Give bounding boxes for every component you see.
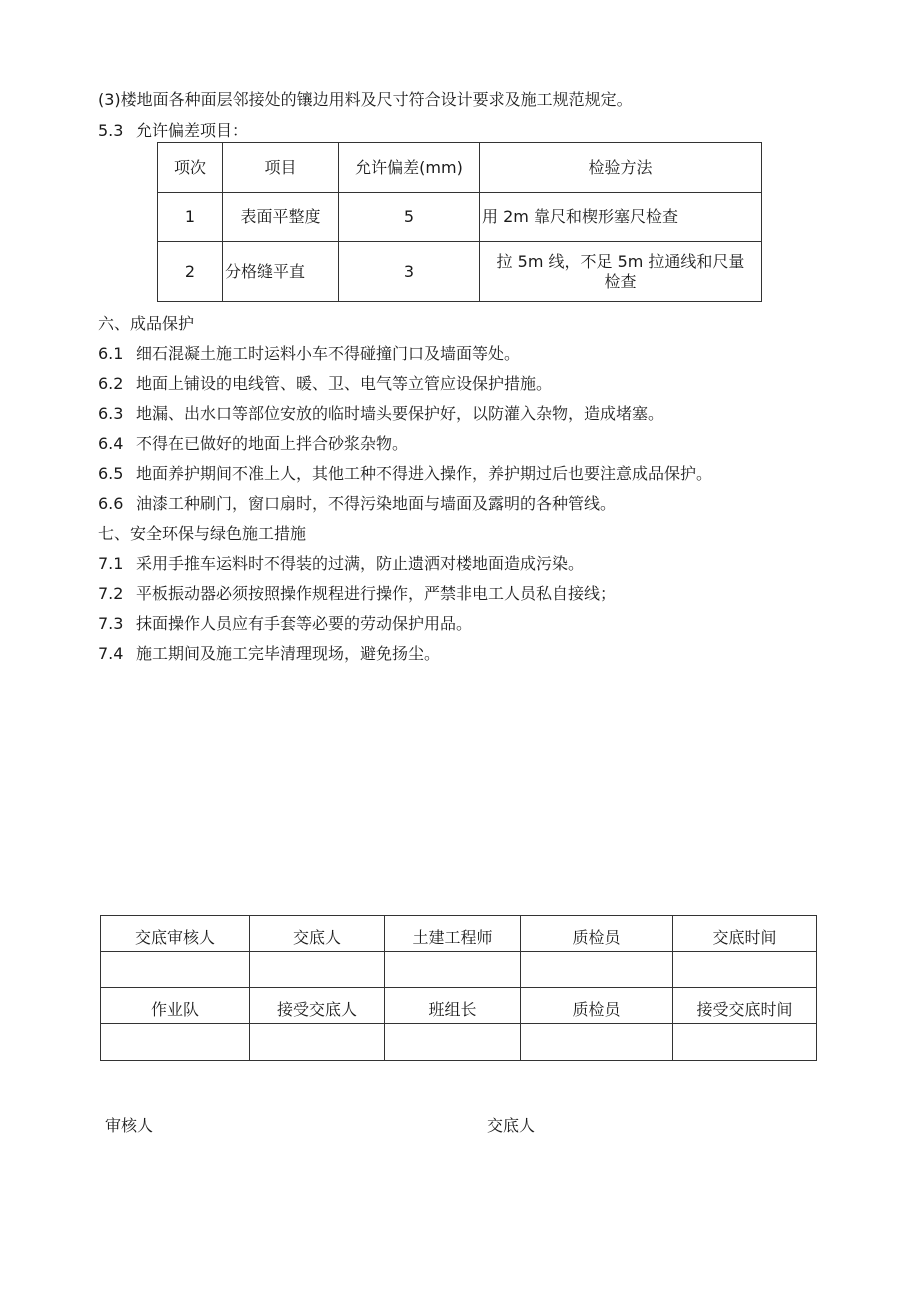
list-item — [98, 374, 552, 394]
item-number: 6.1 — [98, 344, 124, 363]
header-cell: 允许偏差(mm) — [339, 143, 480, 193]
list-item — [98, 614, 472, 634]
header-cell: 项次 — [158, 143, 223, 193]
table-cell: 分格缝平直 — [223, 242, 339, 302]
signoff-label: 交底人 — [250, 916, 385, 952]
table-cell — [480, 242, 762, 302]
list-item — [98, 644, 440, 664]
method-line: 拉 5m 线，不足 5m 拉通线和尺量 — [496, 251, 745, 271]
method-line: 检查 — [604, 271, 637, 291]
presenter-label: 交底人 — [487, 1116, 536, 1135]
list-item — [98, 344, 520, 364]
item-text: 抹面操作人员应有手套等必要的劳动保护用品。 — [136, 614, 473, 633]
signoff-blank-cell[interactable] — [385, 1024, 521, 1061]
signoff-label: 交底审核人 — [101, 916, 250, 952]
table-cell: 用 2m 靠尺和楔形塞尺检查 — [480, 193, 762, 242]
item-text: 地漏、出水口等部位安放的临时墙头要保护好，以防灌入杂物，造成堵塞。 — [136, 404, 665, 423]
section-5-3 — [98, 121, 248, 141]
item-number: 6.2 — [98, 374, 124, 393]
item-text: 施工期间及施工完毕清理现场，避免扬尘。 — [136, 644, 441, 663]
signoff-label-row — [101, 988, 817, 1024]
item-number: 7.4 — [98, 644, 124, 663]
signoff-blank-cell[interactable] — [521, 952, 673, 988]
section-number: 5.3 — [98, 121, 124, 140]
table-cell: 5 — [339, 193, 480, 242]
item-number: 6.4 — [98, 434, 124, 453]
signoff-label-row — [101, 916, 817, 952]
signoff-label: 质检员 — [521, 916, 673, 952]
table-cell: 3 — [339, 242, 480, 302]
item-text: 地面养护期间不准上人，其他工种不得进入操作，养护期过后也要注意成品保护。 — [136, 464, 713, 483]
item-number: 6.3 — [98, 404, 124, 423]
section-7-title: 七、安全环保与绿色施工措施 — [98, 524, 307, 543]
list-item — [98, 434, 408, 454]
signoff-blank-cell[interactable] — [101, 952, 250, 988]
item-text: 不得在已做好的地面上拌合砂浆杂物。 — [136, 434, 409, 453]
item-number: 6.5 — [98, 464, 124, 483]
signoff-label: 交底时间 — [673, 916, 817, 952]
table-cell: 表面平整度 — [223, 193, 339, 242]
table-cell: 2 — [158, 242, 223, 302]
signoff-blank-row — [101, 1024, 817, 1061]
signoff-label: 作业队 — [101, 988, 250, 1024]
signoff-label: 质检员 — [521, 988, 673, 1024]
item-number: 6.6 — [98, 494, 124, 513]
signoff-blank-cell[interactable] — [385, 952, 521, 988]
signoff-blank-cell[interactable] — [673, 1024, 817, 1061]
list-item — [98, 554, 584, 574]
signoff-label: 接受交底时间 — [673, 988, 817, 1024]
list-item — [98, 404, 664, 424]
item-text: 地面上铺设的电线管、暖、卫、电气等立管应设保护措施。 — [136, 374, 553, 393]
signoff-label: 班组长 — [385, 988, 521, 1024]
item-text: 平板振动器必须按照操作规程进行操作，严禁非电工人员私自接线； — [136, 584, 617, 603]
list-item — [98, 494, 616, 514]
section-text: 允许偏差项目： — [136, 121, 249, 140]
header-cell: 项目 — [223, 143, 339, 193]
signoff-blank-row — [101, 952, 817, 988]
signoff-blank-cell[interactable] — [250, 952, 385, 988]
table-row — [158, 193, 762, 242]
header-cell: 检验方法 — [480, 143, 762, 193]
signoff-blank-cell[interactable] — [673, 952, 817, 988]
section-6-title: 六、成品保护 — [98, 314, 195, 333]
list-item — [98, 584, 616, 604]
item-text: 油漆工种刷门，窗口扇时，不得污染地面与墙面及露明的各种管线。 — [136, 494, 617, 513]
list-item — [98, 464, 712, 484]
signoff-blank-cell[interactable] — [521, 1024, 673, 1061]
item-text: 采用手推车运料时不得装的过满，防止遗洒对楼地面造成污染。 — [136, 554, 585, 573]
signoff-blank-cell[interactable] — [101, 1024, 250, 1061]
intro-line: (3)楼地面各种面层邻接处的镶边用料及尺寸符合设计要求及施工规范规定。 — [98, 90, 633, 109]
table-cell: 1 — [158, 193, 223, 242]
tolerance-table — [157, 142, 762, 302]
signoff-table — [100, 915, 817, 1061]
item-number: 7.3 — [98, 614, 124, 633]
reviewer-label: 审核人 — [105, 1116, 154, 1135]
table-row — [158, 242, 762, 302]
signoff-blank-cell[interactable] — [250, 1024, 385, 1061]
signoff-label: 接受交底人 — [250, 988, 385, 1024]
item-text: 细石混凝土施工时运料小车不得碰撞门口及墙面等处。 — [136, 344, 521, 363]
item-number: 7.1 — [98, 554, 124, 573]
item-number: 7.2 — [98, 584, 124, 603]
table-header-row — [158, 143, 762, 193]
signoff-label: 土建工程师 — [385, 916, 521, 952]
